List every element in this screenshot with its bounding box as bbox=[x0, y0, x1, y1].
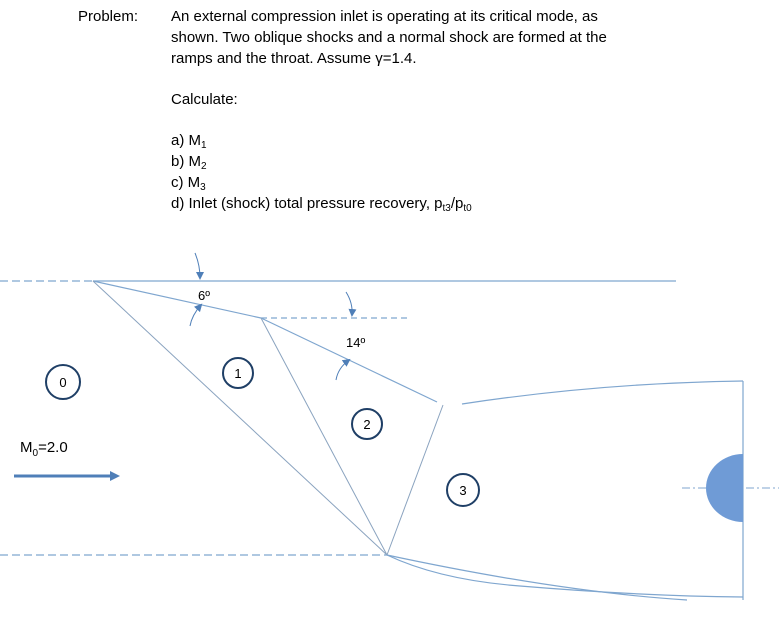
ramp2-angle-label: 14º bbox=[346, 335, 366, 350]
ramp1-angle-label: 6º bbox=[198, 288, 210, 303]
cowl-lower-wall bbox=[387, 555, 687, 600]
svg-text:0: 0 bbox=[59, 375, 67, 390]
normal-shock bbox=[387, 405, 443, 555]
question-a: a) $M_1$ bbox=[171, 132, 207, 151]
oblique-shock-1 bbox=[93, 281, 387, 555]
svg-text:1: 1 bbox=[234, 366, 242, 381]
ramp2-angle-arrow-bottom bbox=[336, 360, 349, 380]
question-d: d) Inlet (shock) total pressure recovery, $p_{t3}/p_{t0}$ bbox=[171, 195, 472, 214]
freestream-mach-label: $M_0=2.0$ bbox=[20, 439, 68, 459]
station-3 bbox=[447, 474, 479, 506]
cowl-outer-wall bbox=[387, 555, 743, 597]
station-2 bbox=[352, 409, 382, 439]
ramp1-angle-arrow-top bbox=[195, 253, 200, 278]
ramp2-angle-arrow-top bbox=[346, 292, 352, 315]
svg-text:3: 3 bbox=[459, 483, 467, 498]
question-c: c) $M_3$ bbox=[171, 174, 206, 193]
ramp1-angle-arrow-bottom bbox=[190, 305, 201, 326]
svg-text:2: 2 bbox=[363, 417, 371, 432]
statement-line-2: shown. Two oblique shocks and a normal shock are formed at the bbox=[171, 29, 607, 46]
duct-upper-wall bbox=[462, 381, 743, 404]
statement-line-1: An external compression inlet is operating at its critical mode, as bbox=[171, 8, 598, 25]
calculate-label: Calculate: bbox=[171, 91, 238, 108]
problem-label: Problem: bbox=[78, 8, 139, 25]
statement-line-3: ramps and the throat. Assume γ=1.4. bbox=[171, 50, 417, 67]
station-1 bbox=[223, 358, 253, 388]
ramp-1 bbox=[93, 281, 261, 318]
question-b: b) $M_2$ bbox=[171, 153, 207, 172]
station-0 bbox=[46, 365, 80, 399]
centerbody bbox=[706, 454, 743, 522]
